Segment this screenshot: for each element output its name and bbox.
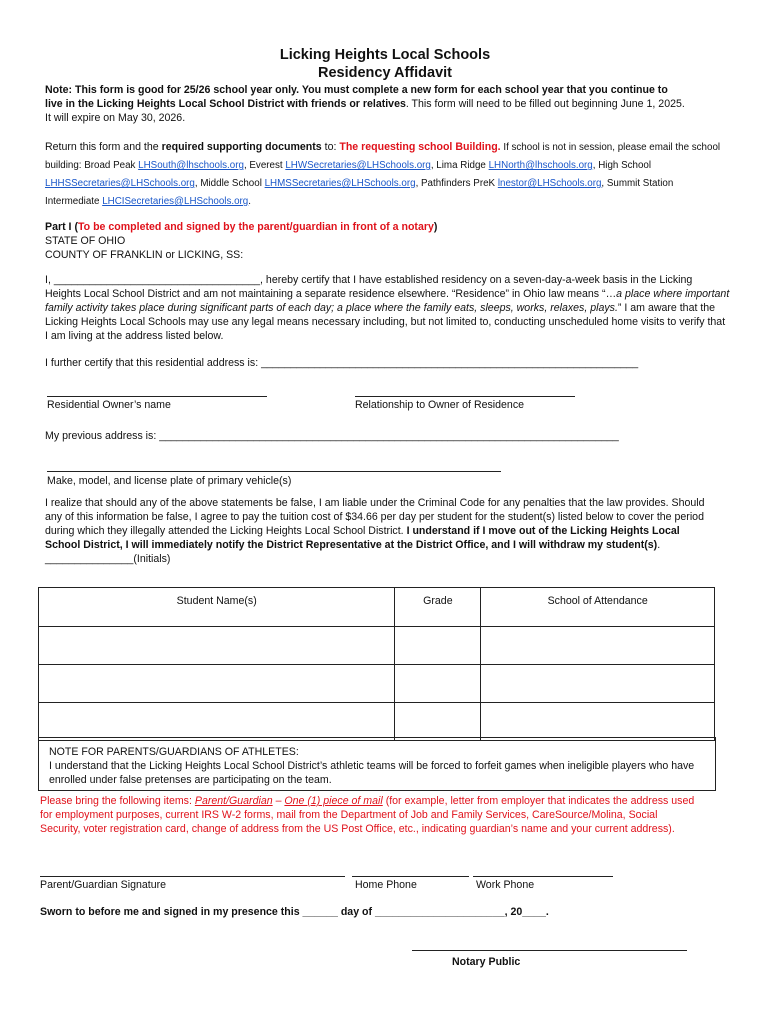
form-subtitle: Residency Affidavit xyxy=(317,65,453,81)
grade-cell[interactable] xyxy=(395,627,481,665)
table-row xyxy=(39,665,715,703)
student-table-header xyxy=(39,588,715,627)
work-phone-line[interactable] xyxy=(473,876,613,877)
athletes-heading: NOTE FOR PARENTS/GUARDIANS OF ATHLETES: xyxy=(49,746,299,758)
form-title: Licking Heights Local Schools xyxy=(279,47,491,63)
notary-label: Notary Public xyxy=(452,956,521,968)
relationship-line[interactable] xyxy=(355,396,575,397)
owner-name-line[interactable] xyxy=(47,396,267,397)
notary-signature-line[interactable] xyxy=(412,950,687,951)
student-name-cell[interactable] xyxy=(39,665,395,703)
part1-heading: Part I (To be completed and signed by the parent/guardian in front of a notary) xyxy=(45,221,438,233)
athletes-text: I understand that the Licking Heights Local School District’s athletic teams will be forced to forfeit games when ineligible players who have enrolled under false pretenses are participating on the team. xyxy=(49,760,695,786)
grade-cell[interactable] xyxy=(395,665,481,703)
athletes-note-box xyxy=(38,737,716,791)
header-grade: Grade xyxy=(395,588,481,627)
header-student-name: Student Name(s) xyxy=(39,588,395,627)
sworn-statement: Sworn to before me and signed in my presence this ______ day of ______________________, 20____. xyxy=(40,906,549,918)
previous-address-field[interactable]: My previous address is: ______________________________________________________________________________ xyxy=(45,430,619,442)
parent-signature-label: Parent/Guardian Signature xyxy=(40,879,167,891)
certify-paragraph: I, ___________________________________, hereby certify that I have established residency on a seven-day-a-week basis in the Licking Heights Local School District and am not maintaining a separate residence elsewhere. “Residence” in Ohio law means “…a place where important family activity takes place during significant parts of each day; a place where the family eats, sleeps, works, relaxes, plays.” I am aware that the Licking Heights Local Schools may use any legal means necessary including, but not limited to, conducting unscheduled home visits to verify that I am living at the address listed below. xyxy=(45,274,730,342)
student-table xyxy=(38,587,715,741)
return-destination: The requesting school Building. xyxy=(339,141,501,153)
state-line: STATE OF OHIO xyxy=(45,235,126,247)
student-name-cell[interactable] xyxy=(39,703,395,741)
return-instructions: Return this form and the required supporting documents to: The requesting school Building. If school is not in session, please email the school building: Broad Peak LHSouth@lhschools.org, Everest LHWSecretaries@LHSchools.org, Lima Ridge LHNorth@lhschools.org, High School LHHSSecretaries@LHSchools.org, Middle School LHMSSecretaries@LHSchools.org, Pathfinders PreK lnestor@LHSchools.org, Summit Station Intermediate LHCISecretaries@LHSchools.org. xyxy=(45,141,721,207)
vehicle-line[interactable] xyxy=(47,471,501,472)
relationship-label: Relationship to Owner of Residence xyxy=(355,399,525,411)
owner-name-label: Residential Owner’s name xyxy=(47,399,171,411)
work-phone-label: Work Phone xyxy=(476,879,535,891)
parent-signature-line[interactable] xyxy=(40,876,345,877)
email-highschool-link[interactable]: LHHSSecretaries@LHSchools.org xyxy=(45,178,195,189)
school-cell[interactable] xyxy=(481,703,715,741)
validity-note-rest: . This form will need to be filled out beginning June 1, 2025. It will expire on May 30, 2026. xyxy=(45,98,685,124)
bring-items-paragraph: Please bring the following items: Parent/Guardian – One (1) piece of mail (for example, letter from employer that indicates the address used for employment purposes, current IRS W-2 forms, mail from the Department of Job and Family Services, CareSource/Molina, Social Security, voter registration card, change of address from the US Post Office, etc., indicating guardian’s name and your current address). xyxy=(40,795,695,835)
student-name-cell[interactable] xyxy=(39,627,395,665)
table-row xyxy=(39,703,715,741)
home-phone-line[interactable] xyxy=(352,876,469,877)
vehicle-label: Make, model, and license plate of primary vehicle(s) xyxy=(47,475,292,487)
email-limaridge-link[interactable]: LHNorth@lhschools.org xyxy=(488,160,593,171)
email-broadpeak-link[interactable]: LHSouth@lhschools.org xyxy=(138,160,244,171)
penalty-paragraph: I realize that should any of the above statements be false, I am liable under the Criminal Code for any penalties that the law provides. Should any of this information be false, I agree to pay the tuition cost of $34.66 per day per student for the student(s) listed below to cover the period during which they illegally attended the Licking Heights Local School District. I understand if I move out of the Licking Heights Local School District, I will immediately notify the District Representative at the District Office, and I will withdraw my student(s). _______________(Initials) xyxy=(45,497,705,565)
validity-note xyxy=(45,83,685,125)
grade-cell[interactable] xyxy=(395,703,481,741)
email-summit-link[interactable]: LHCISecretaries@LHSchools.org xyxy=(102,196,249,207)
residential-address-field[interactable]: I further certify that this residential address is: ________________________________________________________________ xyxy=(45,357,639,369)
email-pathfinders-link[interactable]: lnestor@LHSchools.org xyxy=(497,178,602,189)
table-row xyxy=(39,627,715,665)
home-phone-label: Home Phone xyxy=(355,879,417,891)
email-middleschool-link[interactable]: LHMSSecretaries@LHSchools.org xyxy=(264,178,416,189)
county-line: COUNTY OF FRANKLIN or LICKING, SS: xyxy=(45,249,244,261)
school-cell[interactable] xyxy=(481,627,715,665)
initials-field[interactable]: . _______________(Initials) xyxy=(45,539,661,565)
header-school: School of Attendance xyxy=(481,588,715,627)
validity-note-bold: Note: This form is good for 25/26 school year only. You must complete a new form for each school year that you continue to live in the Licking Heights Local School District with friends or relatives xyxy=(45,84,668,110)
email-everest-link[interactable]: LHWSecretaries@LHSchools.org xyxy=(285,160,431,171)
school-cell[interactable] xyxy=(481,665,715,703)
